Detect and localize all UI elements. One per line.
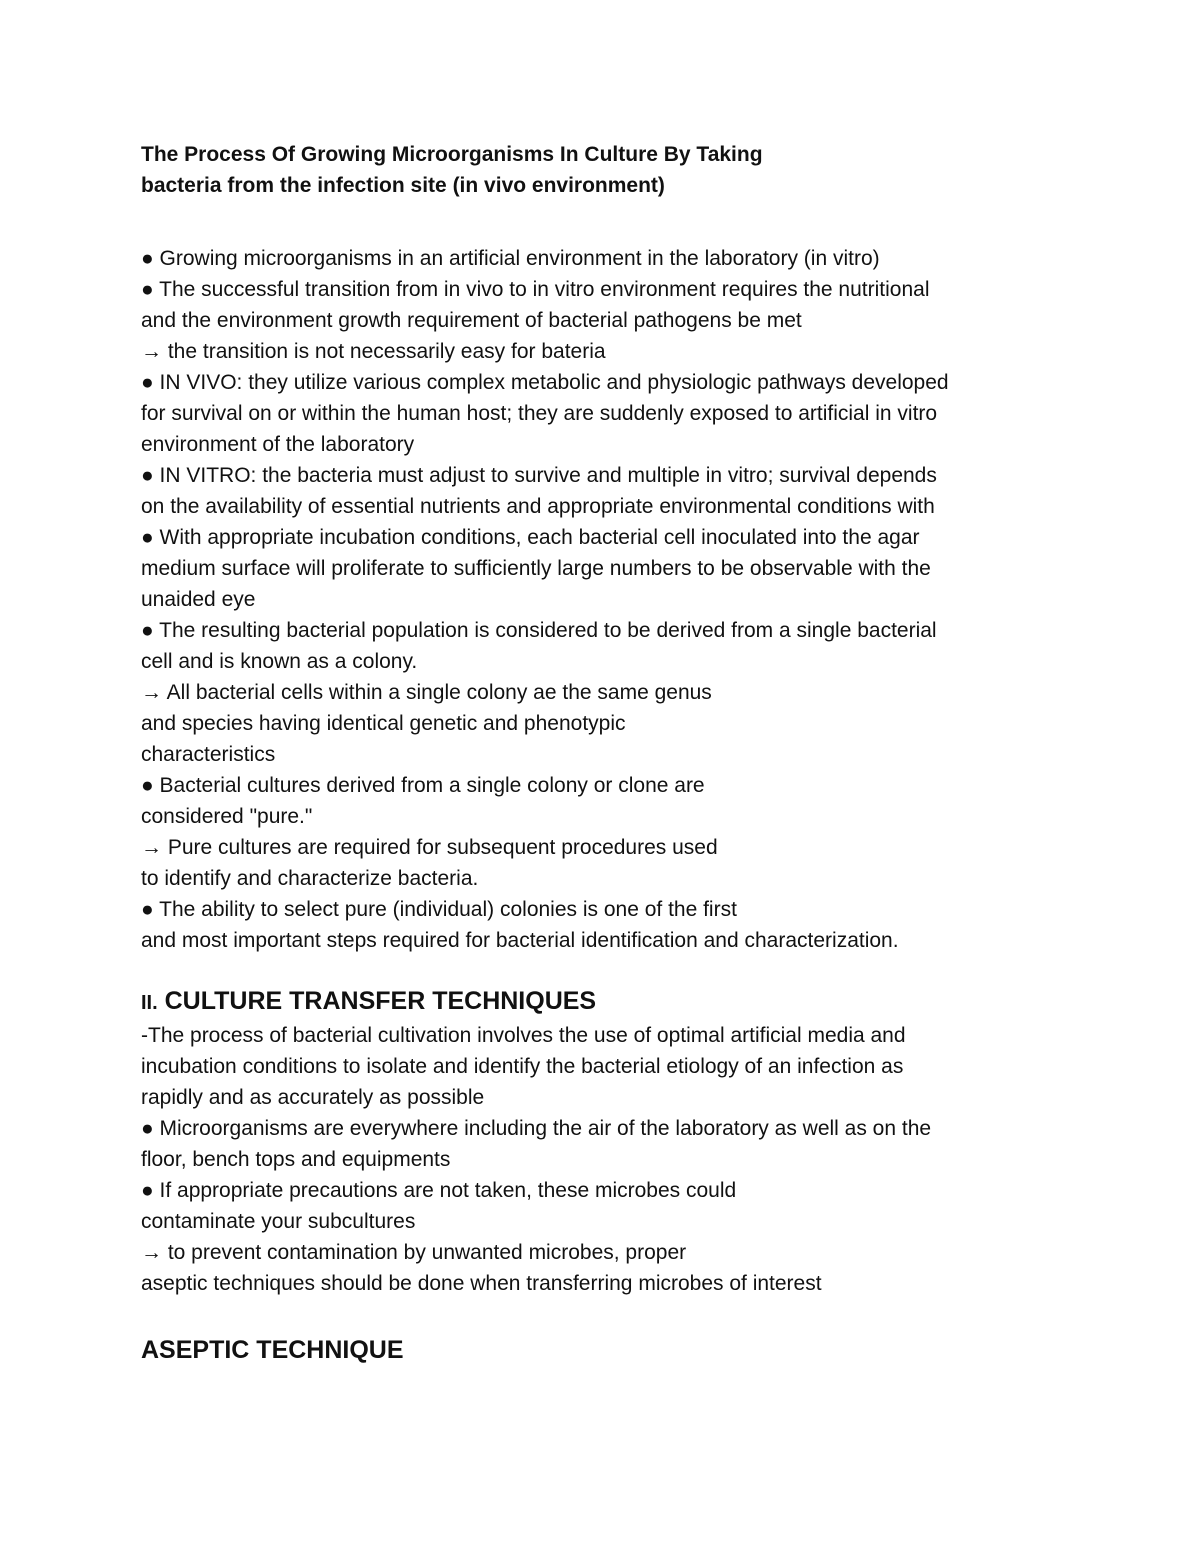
bullet-microorganisms-everywhere: ● Microorganisms are everywhere including the air of the laboratory as well as on the floor, bench tops and equipments (141, 1117, 932, 1171)
section-numeral: II. (141, 992, 158, 1014)
section-heading-culture-transfer (141, 984, 1071, 1020)
bullet-transition-requirement: ● The successful transition from in vivo to in vitro environment requires the nutritional and the environment growth requirement of bacterial pathogens be met (141, 278, 930, 332)
bullet-select-colonies: ● The ability to select pure (individual) colonies is one of the first and most important steps required for bacterial identification and characterization. (141, 898, 899, 952)
bullet-precautions: ● If appropriate precautions are not taken, these microbes could contaminate your subcultures (141, 1179, 737, 1233)
para-bacterial-cultivation: -The process of bacterial cultivation involves the use of optimal artificial media and incubation conditions to isolate and identify the bacterial etiology of an infection as rapidly and as accurately as possible (141, 1024, 906, 1109)
arrow-aseptic-techniques: → to prevent contamination by unwanted microbes, proper aseptic techniques should be done when transferring microbes of interest (141, 1241, 822, 1295)
arrow-pure-required: → Pure cultures are required for subsequent procedures used to identify and characterize bacteria. (141, 836, 718, 890)
arrow-same-genus: → All bacterial cells within a single colony ae the same genus and species having identical genetic and phenotypic characteristics (141, 681, 712, 766)
bullet-incubation-conditions: ● With appropriate incubation conditions, each bacterial cell inoculated into the agar medium surface will proliferate to sufficiently large numbers to be observable with the unaided eye (141, 526, 931, 611)
bullet-in-vivo: ● IN VIVO: they utilize various complex metabolic and physiologic pathways developed for survival on or within the human host; they are suddenly exposed to artificial in vitro environment of the laboratory (141, 371, 949, 456)
document-page (141, 139, 1071, 1367)
arrow-transition-not-easy: → the transition is not necessarily easy for bateria (141, 340, 606, 363)
section-heading-text: CULTURE TRANSFER TECHNIQUES (164, 987, 597, 1015)
bullet-in-vitro-adjust: ● IN VITRO: the bacteria must adjust to survive and multiple in vitro; survival depends on the availability of essential nutrients and appropriate environmental conditions with (141, 464, 937, 518)
bullet-pure-cultures: ● Bacterial cultures derived from a single colony or clone are considered "pure." (141, 774, 705, 828)
intro-section (141, 243, 1071, 956)
bullet-in-vitro: ● Growing microorganisms in an artificial environment in the laboratory (in vitro) (141, 247, 880, 270)
section-heading-aseptic-technique: ASEPTIC TECHNIQUE (141, 1336, 404, 1364)
bullet-colony: ● The resulting bacterial population is considered to be derived from a single bacterial cell and is known as a colony. (141, 619, 937, 673)
document-title: The Process Of Growing Microorganisms In Culture By Taking bacteria from the infection site (in vivo environment) (141, 143, 763, 197)
culture-transfer-section (141, 984, 1071, 1299)
